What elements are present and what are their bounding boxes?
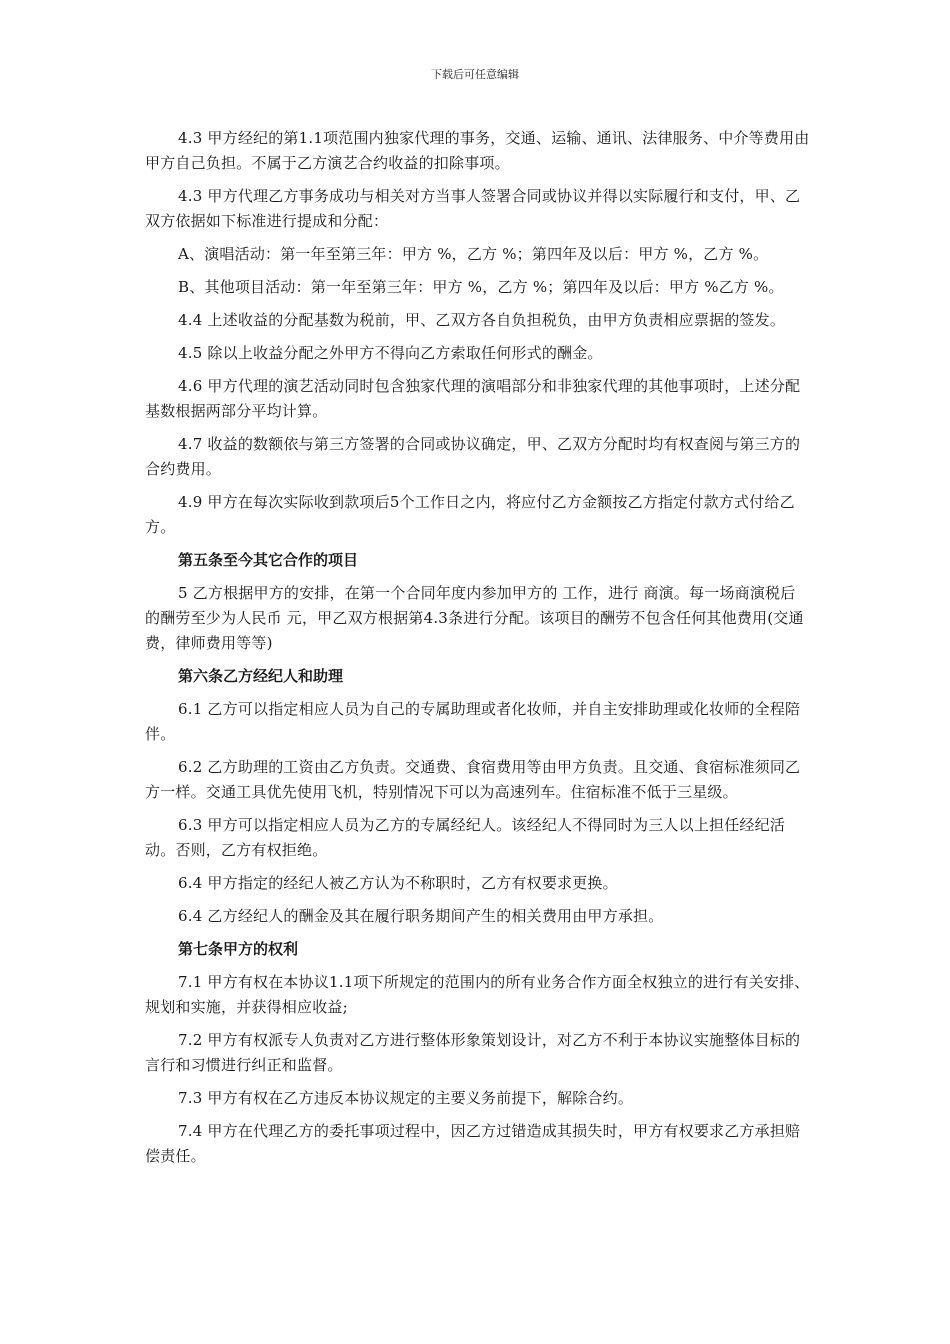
paragraph-6-4-replace: 6.4 甲方指定的经纪人被乙方认为不称职时，乙方有权要求更换。 (178, 874, 618, 892)
paragraph-7-3: 7.3 甲方有权在乙方违反本协议规定的主要义务前提下，解除合约。 (178, 1089, 634, 1107)
paragraph-4-9: 4.9 甲方在每次实际收到款项后5个工作日之内，将应付乙方金额按乙方指定付款方式付给乙方。 (145, 493, 795, 536)
section-heading-6: 第六条乙方经纪人和助理 (178, 667, 344, 685)
paragraph-6-2: 6.2 乙方助理的工资由乙方负责。交通费、食宿费用等由甲方负责。且交通、食宿标准须同乙方一样。交通工具优先使用飞机，特别情况下可以为高速列车。住宿标准不低于三星级。 (145, 758, 801, 801)
paragraph-a-singing: A、演唱活动：第一年至第三年：甲方 %，乙方 %；第四年及以后：甲方 %，乙方 %。 (178, 245, 769, 263)
paragraph-4-7: 4.7 收益的数额依与第三方签署的合同或协议确定，甲、乙双方分配时均有权查阅与第三方的合约费用。 (145, 435, 801, 478)
paragraph-4-3-costs: 4.3 甲方经纪的第1.1项范围内独家代理的事务，交通、运输、通讯、法律服务、中介等费用由甲方自己负担。不属于乙方演艺合约收益的扣除事项。 (145, 129, 810, 172)
section-heading-5: 第五条至今其它合作的项目 (178, 551, 359, 569)
paragraph-6-1: 6.1 乙方可以指定相应人员为自己的专属助理或者化妆师，并自主安排助理或化妆师的全程陪伴。 (145, 700, 801, 743)
paragraph-7-2: 7.2 甲方有权派专人负责对乙方进行整体形象策划设计，对乙方不利于本协议实施整体目标的言行和习惯进行纠正和监督。 (145, 1031, 801, 1074)
paragraph-4-3-distribution: 4.3 甲方代理乙方事务成功与相关对方当事人签署合同或协议并得以实际履行和支付，甲、乙双方依据如下标准进行提成和分配： (145, 187, 801, 230)
page-header: 下载后可任意编辑 (431, 68, 519, 81)
paragraph-4-6: 4.6 甲方代理的演艺活动同时包含独家代理的演唱部分和非独家代理的其他事项时，上述分配基数根据两部分平均计算。 (145, 377, 801, 420)
paragraph-5: 5 乙方根据甲方的安排，在第一个合同年度内参加甲方的 工作，进行 商演。每一场商演税后的酬劳至少为人民币 元，甲乙双方根据第4.3条进行分配。该项目的酬劳不包含任何其他费用(交通费，律师费用等等) (145, 584, 804, 652)
section-heading-7: 第七条甲方的权利 (178, 940, 299, 958)
paragraph-6-4-fees: 6.4 乙方经纪人的酬金及其在履行职务期间产生的相关费用由甲方承担。 (178, 907, 664, 925)
paragraph-4-4: 4.4 上述收益的分配基数为税前，甲、乙双方各自负担税负，由甲方负责相应票据的签发。 (178, 311, 786, 329)
paragraph-6-3: 6.3 甲方可以指定相应人员为乙方的专属经纪人。该经纪人不得同时为三人以上担任经纪活动。否则，乙方有权拒绝。 (145, 816, 786, 859)
document-body (145, 126, 810, 1177)
paragraph-b-other: B、其他项目活动：第一年至第三年：甲方 %，乙方 %；第四年及以后：甲方 %乙方 %。 (178, 278, 784, 296)
paragraph-4-5: 4.5 除以上收益分配之外甲方不得向乙方索取任何形式的酬金。 (178, 344, 603, 362)
paragraph-7-4: 7.4 甲方在代理乙方的委托事项过程中，因乙方过错造成其损失时，甲方有权要求乙方承担赔偿责任。 (145, 1122, 801, 1165)
paragraph-7-1: 7.1 甲方有权在本协议1.1项下所规定的范围内的所有业务合作方面全权独立的进行有关安排、规划和实施，并获得相应收益; (145, 973, 810, 1016)
